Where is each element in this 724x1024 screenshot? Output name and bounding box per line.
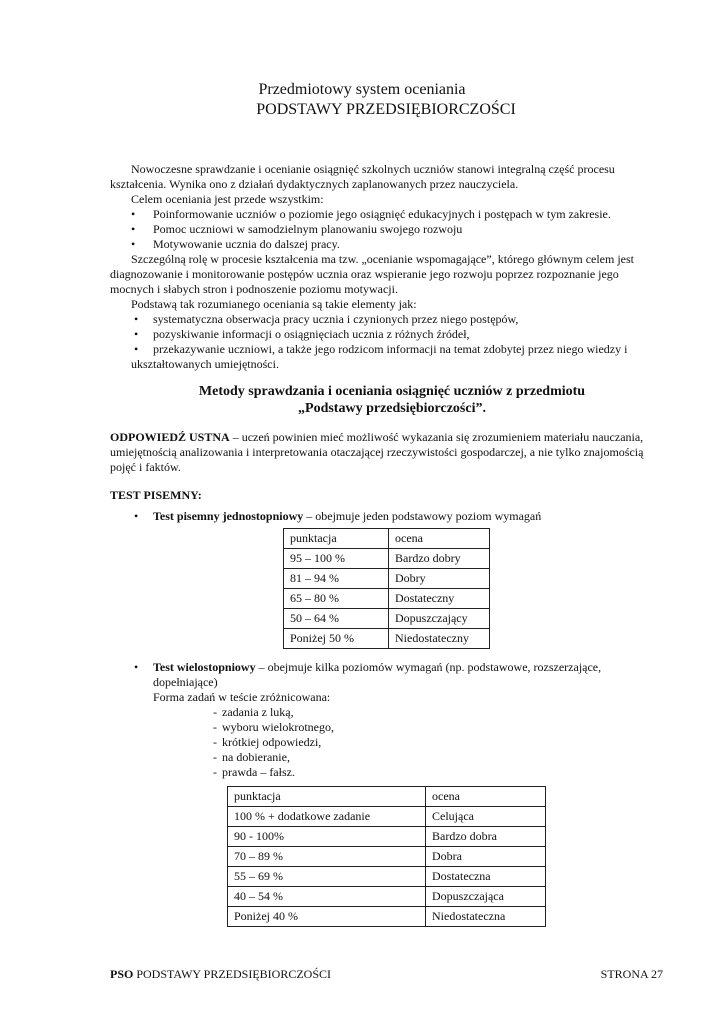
document-title-line2: PODSTAWY PRZEDSIĘBIORCZOŚCI xyxy=(256,101,516,118)
table-cell: 70 – 89 % xyxy=(228,847,426,867)
methods-heading-line2: „Podstawy przedsiębiorczości”. xyxy=(298,401,486,416)
bullet-icon: • xyxy=(131,207,136,221)
multi-level-test-line2: dopełniające) xyxy=(153,675,218,689)
table-cell: Dobra xyxy=(426,847,546,867)
intro-goal-paragraph: Celem oceniania jest przede wszystkim: xyxy=(131,192,324,206)
dash-icon: - xyxy=(213,705,217,719)
table-header-cell: punktacja xyxy=(284,529,389,549)
methods-heading-line1: Metody sprawdzania i oceniania osiągnięć uczniów z przedmiotu xyxy=(198,384,586,399)
table-cell: 50 – 64 % xyxy=(284,609,389,629)
elements-list-item: przekazywanie uczniowi, a także jego rodzicom informacji na temat zdobytej przez niego wiedzy i xyxy=(153,342,628,356)
dash-icon: - xyxy=(213,735,217,749)
task-form-item: prawda – fałsz. xyxy=(222,765,295,779)
intro-paragraph-line2: kształcenia. Wynika ono z działań dydaktycznych zaplanowanych przez nauczyciela. xyxy=(110,177,519,191)
table-cell: 55 – 69 % xyxy=(228,867,426,887)
elements-list-item: pozyskiwanie informacji o osiągnięciach ucznia z różnych źródeł, xyxy=(153,327,470,341)
footer-page-number: STRONA 27 xyxy=(600,967,663,981)
document-title-line1: Przedmiotowy system oceniania xyxy=(258,81,466,98)
table-row xyxy=(228,907,546,927)
table-cell: Niedostateczny xyxy=(389,629,490,649)
oral-answer-text: – uczeń powinien mieć możliwość wykazania się zrozumieniem materiału nauczania, xyxy=(229,430,644,444)
dash-icon: - xyxy=(213,750,217,764)
table-row xyxy=(284,549,490,569)
support-paragraph-line1: Szczególną rolę w procesie kształcenia ma tzw. „ocenianie wspomagające”, którego głównym celem jest xyxy=(131,252,635,266)
table-row xyxy=(228,847,546,867)
table-cell: Bardzo dobra xyxy=(426,827,546,847)
footer-subject xyxy=(110,967,331,982)
oral-answer-line1 xyxy=(110,430,643,445)
table-row xyxy=(228,867,546,887)
goal-list-item: Poinformowanie uczniów o poziomie jego osiągnięć edukacyjnych i postępach w tym zakresie. xyxy=(153,207,611,221)
multi-level-test-label: Test wielostopniowy xyxy=(153,660,256,674)
multi-level-grading-table xyxy=(227,786,546,927)
table-cell: Dostateczna xyxy=(426,867,546,887)
task-form-item: krótkiej odpowiedzi, xyxy=(222,735,322,749)
table-header-cell: ocena xyxy=(426,787,546,807)
table-header-cell: ocena xyxy=(389,529,490,549)
single-level-test-label: Test pisemny jednostopniowy xyxy=(153,509,304,523)
single-level-test-line xyxy=(153,509,541,524)
support-paragraph-line3: mocnych i słabych stron i podnoszenie poziomu motywacji. xyxy=(110,282,398,296)
table-cell: 95 – 100 % xyxy=(284,549,389,569)
bullet-icon: • xyxy=(134,509,139,523)
task-form-item: zadania z luką, xyxy=(222,705,294,719)
table-cell: Celująca xyxy=(426,807,546,827)
table-header-cell: punktacja xyxy=(228,787,426,807)
bullet-icon: • xyxy=(134,660,139,674)
table-cell: Poniżej 40 % xyxy=(228,907,426,927)
elements-list-item-continuation: ukształtowanych umiejętności. xyxy=(131,357,279,371)
table-cell: 65 – 80 % xyxy=(284,589,389,609)
bullet-icon: • xyxy=(134,342,139,356)
table-cell: 90 - 100% xyxy=(228,827,426,847)
table-cell: Dopuszczająca xyxy=(426,887,546,907)
bullet-icon: • xyxy=(131,237,136,251)
table-row xyxy=(228,887,546,907)
footer-subject-text: PODSTAWY PRZEDSIĘBIORCZOŚCI xyxy=(133,967,331,981)
single-level-test-text: – obejmuje jeden podstawowy poziom wymagań xyxy=(303,509,542,523)
multi-level-test-line1 xyxy=(153,660,601,675)
table-header-row xyxy=(284,529,490,549)
multi-level-test-text: – obejmuje kilka poziomów wymagań (np. podstawowe, rozszerzające, xyxy=(255,660,602,674)
bullet-icon: • xyxy=(134,312,139,326)
footer-pso: PSO xyxy=(110,967,134,981)
task-form-item: wyboru wielokrotnego, xyxy=(222,720,334,734)
table-header-row xyxy=(228,787,546,807)
bullet-icon: • xyxy=(134,327,139,341)
table-row xyxy=(228,827,546,847)
table-cell: 100 % + dodatkowe zadanie xyxy=(228,807,426,827)
written-test-label: TEST PISEMNY: xyxy=(110,488,202,502)
table-row xyxy=(284,629,490,649)
bullet-icon: • xyxy=(131,222,136,236)
table-cell: Poniżej 50 % xyxy=(284,629,389,649)
oral-answer-line3: pojęć i faktów. xyxy=(110,460,181,474)
table-row xyxy=(284,609,490,629)
dash-icon: - xyxy=(213,765,217,779)
support-paragraph-line2: diagnozowanie i monitorowanie postępów ucznia oraz wspieranie jego rozwoju poprzez rozpoznanie jego xyxy=(110,267,619,281)
table-cell: 81 – 94 % xyxy=(284,569,389,589)
oral-answer-line2: umiejętnością analizowania i interpretowania otaczającej rzeczywistości gospodarczej, a nie tylko znajomością xyxy=(110,445,644,459)
dash-icon: - xyxy=(213,720,217,734)
goal-list-item: Motywowanie ucznia do dalszej pracy. xyxy=(153,237,340,251)
single-level-grading-table xyxy=(283,528,490,649)
goal-list-item: Pomoc uczniowi w samodzielnym planowaniu swojego rozwoju xyxy=(153,222,463,236)
table-cell: Niedostateczna xyxy=(426,907,546,927)
table-cell: Dostateczny xyxy=(389,589,490,609)
table-cell: 40 – 54 % xyxy=(228,887,426,907)
task-form-item: na dobieranie, xyxy=(222,750,290,764)
elements-list-item: systematyczna obserwacja pracy ucznia i czynionych przez niego postępów, xyxy=(153,312,519,326)
table-row xyxy=(284,569,490,589)
table-cell: Bardzo dobry xyxy=(389,549,490,569)
task-forms-intro: Forma zadań w teście zróżnicowana: xyxy=(153,690,331,704)
oral-answer-label: ODPOWIEDŹ USTNA xyxy=(110,430,230,444)
table-cell: Dobry xyxy=(389,569,490,589)
elements-paragraph: Podstawą tak rozumianego oceniania są takie elementy jak: xyxy=(131,297,417,311)
table-row xyxy=(284,589,490,609)
table-cell: Dopuszczający xyxy=(389,609,490,629)
table-row xyxy=(228,807,546,827)
intro-paragraph-line1: Nowoczesne sprawdzanie i ocenianie osiągnięć szkolnych uczniów stanowi integralną część procesu xyxy=(131,162,615,176)
